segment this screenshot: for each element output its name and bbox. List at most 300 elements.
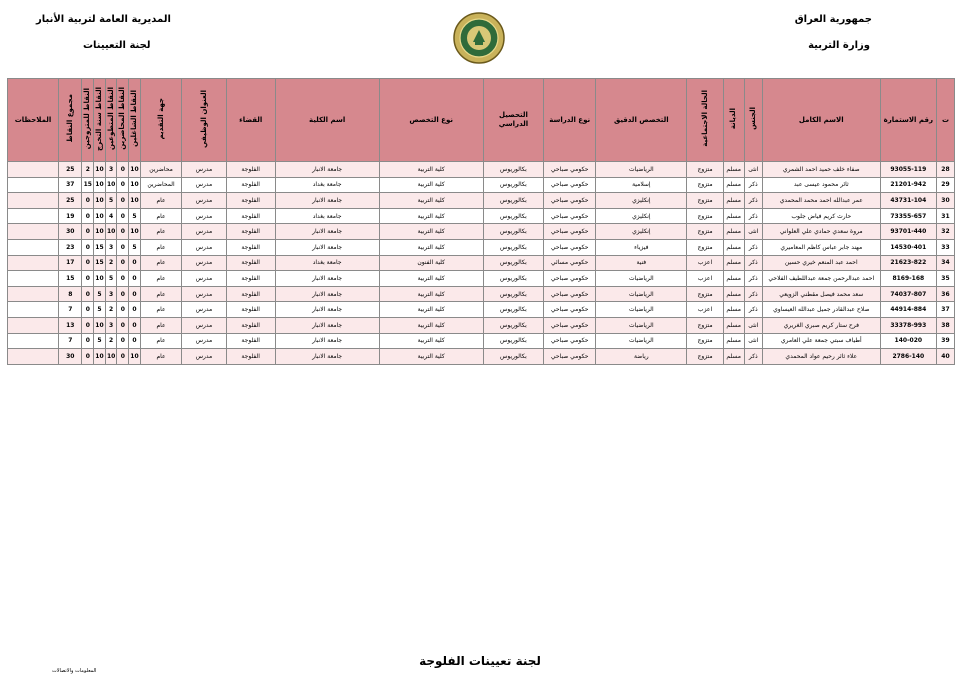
cell-form: 21623-822 (880, 255, 936, 271)
cell-gender: ذكر (744, 271, 762, 287)
cell-form: 73355-657 (880, 208, 936, 224)
ministry-seal-icon (453, 12, 505, 64)
cell-applied: عام (140, 286, 181, 302)
cell-p3: 2 (105, 255, 117, 271)
cell-p2: 0 (117, 208, 129, 224)
cell-title: مدرس (182, 224, 227, 240)
col-header-label: النقاط سنة التخرج (95, 86, 104, 151)
cell-gender: انثى (744, 317, 762, 333)
cell-name: فرح ستار كريم صبري الغريري (762, 317, 880, 333)
cell-p5: 0 (82, 193, 94, 209)
col-header: القضاء (226, 79, 275, 162)
cell-college: جامعة الانبار (275, 224, 379, 240)
cell-type: كلية التربية (379, 333, 483, 349)
cell-degree: بكالوريوس (483, 224, 544, 240)
col-header (82, 79, 94, 162)
cell-gender: ذكر (744, 286, 762, 302)
cell-gender: ذكر (744, 239, 762, 255)
cell-marital: متزوج (687, 239, 723, 255)
header-republic: جمهورية العراق (794, 14, 872, 25)
table-row (8, 208, 955, 224)
cell-n: 36 (936, 286, 954, 302)
cell-religion: مسلم (723, 239, 744, 255)
cell-p1: 0 (129, 271, 141, 287)
col-header: التحصيل الدراسي (483, 79, 544, 162)
cell-p3: 3 (105, 239, 117, 255)
cell-type: كلية التربية (379, 349, 483, 365)
cell-notes (8, 302, 59, 318)
cell-type: كلية التربية (379, 239, 483, 255)
cell-college: جامعة الانبار (275, 302, 379, 318)
cell-notes (8, 286, 59, 302)
cell-district: الفلوجة (226, 286, 275, 302)
cell-total: 8 (59, 286, 82, 302)
cell-p2: 0 (117, 271, 129, 287)
cell-applied: محاضرين (140, 162, 181, 178)
cell-p3: 4 (105, 208, 117, 224)
cell-district: الفلوجة (226, 302, 275, 318)
cell-title: مدرس (182, 255, 227, 271)
cell-notes (8, 208, 59, 224)
cell-p1: 10 (129, 177, 141, 193)
cell-p4: 10 (94, 162, 106, 178)
cell-applied: عام (140, 333, 181, 349)
cell-p4: 10 (94, 349, 106, 365)
cell-p5: 0 (82, 317, 94, 333)
cell-p2: 0 (117, 162, 129, 178)
cell-district: الفلوجة (226, 224, 275, 240)
cell-notes (8, 239, 59, 255)
cell-marital: متزوج (687, 224, 723, 240)
cell-religion: مسلم (723, 349, 744, 365)
col-header (687, 79, 723, 162)
cell-marital: متزوج (687, 349, 723, 365)
cell-title: مدرس (182, 333, 227, 349)
cell-spec: فنية (596, 255, 687, 271)
cell-p1: 0 (129, 286, 141, 302)
cell-applied: عام (140, 208, 181, 224)
cell-marital: اعزب (687, 302, 723, 318)
cell-p2: 0 (117, 349, 129, 365)
cell-p4: 15 (94, 255, 106, 271)
cell-title: مدرس (182, 286, 227, 302)
cell-total: 13 (59, 317, 82, 333)
cell-type: كلية التربية (379, 208, 483, 224)
cell-p5: 0 (82, 333, 94, 349)
cell-spec: إسلامية (596, 177, 687, 193)
cell-spec: إنكليزي (596, 208, 687, 224)
cell-applied: عام (140, 302, 181, 318)
cell-applied: عام (140, 317, 181, 333)
cell-title: مدرس (182, 162, 227, 178)
cell-spec: الرياضيات (596, 317, 687, 333)
cell-spec: الرياضيات (596, 302, 687, 318)
cell-p3: 10 (105, 224, 117, 240)
cell-n: 39 (936, 333, 954, 349)
cell-applied: عام (140, 255, 181, 271)
cell-district: الفلوجة (226, 255, 275, 271)
cell-spec: الرياضيات (596, 271, 687, 287)
col-header (140, 79, 181, 162)
cell-study: حكومي مسائي (544, 255, 596, 271)
cell-spec: الرياضيات (596, 333, 687, 349)
cell-title: مدرس (182, 302, 227, 318)
cell-name: احمد عبد المنعم خيري حسين (762, 255, 880, 271)
cell-type: كلية التربية (379, 317, 483, 333)
cell-college: جامعة بغداد (275, 208, 379, 224)
cell-p4: 10 (94, 224, 106, 240)
cell-religion: مسلم (723, 302, 744, 318)
table-row (8, 224, 955, 240)
cell-gender: ذكر (744, 177, 762, 193)
cell-type: كلية التربية (379, 177, 483, 193)
cell-gender: ذكر (744, 302, 762, 318)
cell-name: عمر عبدالله احمد محمد المحمدي (762, 193, 880, 209)
cell-district: الفلوجة (226, 317, 275, 333)
cell-degree: بكالوريوس (483, 162, 544, 178)
table-row (8, 239, 955, 255)
cell-marital: متزوج (687, 162, 723, 178)
header-ministry: وزارة التربية (808, 40, 870, 51)
cell-spec: إنكليزي (596, 193, 687, 209)
cell-type: كلية التربية (379, 162, 483, 178)
cell-applied: عام (140, 193, 181, 209)
cell-district: الفلوجة (226, 208, 275, 224)
cell-applied: عام (140, 239, 181, 255)
cell-p5: 0 (82, 302, 94, 318)
cell-p1: 10 (129, 349, 141, 365)
cell-degree: بكالوريوس (483, 302, 544, 318)
cell-religion: مسلم (723, 286, 744, 302)
col-header (105, 79, 117, 162)
cell-p3: 10 (105, 177, 117, 193)
cell-study: حكومي صباحي (544, 239, 596, 255)
cell-type: كلية التربية (379, 224, 483, 240)
cell-p3: 5 (105, 271, 117, 287)
cell-n: 40 (936, 349, 954, 365)
cell-college: جامعة الانبار (275, 193, 379, 209)
cell-p4: 5 (94, 286, 106, 302)
cell-p5: 0 (82, 349, 94, 365)
col-header (744, 79, 762, 162)
cell-degree: بكالوريوس (483, 333, 544, 349)
cell-n: 29 (936, 177, 954, 193)
cell-college: جامعة الانبار (275, 333, 379, 349)
cell-college: جامعة الانبار (275, 317, 379, 333)
cell-notes (8, 177, 59, 193)
cell-n: 37 (936, 302, 954, 318)
table-row (8, 286, 955, 302)
cell-study: حكومي صباحي (544, 317, 596, 333)
cell-marital: متزوج (687, 317, 723, 333)
cell-p5: 2 (82, 162, 94, 178)
col-header-label: الجنس (748, 107, 757, 131)
cell-name: علاء ثائر رحيم عواد المحمدي (762, 349, 880, 365)
cell-degree: بكالوريوس (483, 177, 544, 193)
cell-study: حكومي صباحي (544, 193, 596, 209)
cell-religion: مسلم (723, 162, 744, 178)
cell-total: 25 (59, 162, 82, 178)
col-header (129, 79, 141, 162)
cell-p3: 3 (105, 286, 117, 302)
col-header-label: مجموع النقاط (65, 94, 74, 143)
cell-p2: 0 (117, 177, 129, 193)
cell-study: حكومي صباحي (544, 349, 596, 365)
cell-name: مروة سعدي حمادي علي العلواني (762, 224, 880, 240)
cell-college: جامعة الانبار (275, 162, 379, 178)
cell-religion: مسلم (723, 333, 744, 349)
cell-p1: 0 (129, 255, 141, 271)
cell-p5: 0 (82, 255, 94, 271)
cell-marital: اعزب (687, 271, 723, 287)
cell-college: جامعة الانبار (275, 349, 379, 365)
cell-gender: انثى (744, 224, 762, 240)
cell-name: احمد عبدالرحمن جمعة عبداللطيف الفلاحي (762, 271, 880, 287)
cell-marital: متزوج (687, 193, 723, 209)
cell-n: 32 (936, 224, 954, 240)
cell-p1: 0 (129, 302, 141, 318)
cell-spec: فيزياء (596, 239, 687, 255)
cell-total: 23 (59, 239, 82, 255)
cell-n: 35 (936, 271, 954, 287)
cell-form: 74037-807 (880, 286, 936, 302)
cell-p4: 10 (94, 317, 106, 333)
cell-district: الفلوجة (226, 271, 275, 287)
cell-type: كلية التربية (379, 302, 483, 318)
col-header-label: النقاط المحاضرين (118, 87, 127, 150)
cell-degree: بكالوريوس (483, 239, 544, 255)
cell-name: صفاء خلف حميد احمد الشمري (762, 162, 880, 178)
cell-gender: ذكر (744, 193, 762, 209)
cell-form: 21201-942 (880, 177, 936, 193)
table-row (8, 193, 955, 209)
cell-college: جامعة الانبار (275, 286, 379, 302)
cell-n: 38 (936, 317, 954, 333)
table-row (8, 271, 955, 287)
cell-form: 8169-168 (880, 271, 936, 287)
cell-study: حكومي صباحي (544, 224, 596, 240)
cell-marital: اعزب (687, 255, 723, 271)
cell-religion: مسلم (723, 271, 744, 287)
cell-name: صلاح عبدالقادر جميل عبدالله العيساوي (762, 302, 880, 318)
cell-n: 28 (936, 162, 954, 178)
cell-p2: 0 (117, 239, 129, 255)
cell-notes (8, 317, 59, 333)
cell-religion: مسلم (723, 317, 744, 333)
cell-spec: إنكليزي (596, 224, 687, 240)
cell-spec: رياضة (596, 349, 687, 365)
cell-form: 33378-993 (880, 317, 936, 333)
cell-degree: بكالوريوس (483, 317, 544, 333)
cell-p1: 0 (129, 333, 141, 349)
table-row (8, 333, 955, 349)
cell-p5: 0 (82, 224, 94, 240)
cell-marital: متزوج (687, 333, 723, 349)
cell-degree: بكالوريوس (483, 255, 544, 271)
table-row (8, 317, 955, 333)
cell-p1: 10 (129, 224, 141, 240)
cell-name: حارث كريم فياض جلوب (762, 208, 880, 224)
cell-p5: 0 (82, 239, 94, 255)
cell-marital: متزوج (687, 286, 723, 302)
table-row (8, 349, 955, 365)
cell-form: 14530-401 (880, 239, 936, 255)
cell-religion: مسلم (723, 255, 744, 271)
cell-p1: 5 (129, 208, 141, 224)
cell-title: مدرس (182, 177, 227, 193)
col-header: اسم الكلية (275, 79, 379, 162)
table-row (8, 162, 955, 178)
cell-college: جامعة الانبار (275, 271, 379, 287)
cell-district: الفلوجة (226, 162, 275, 178)
cell-marital: متزوج (687, 177, 723, 193)
col-header: ت (936, 79, 954, 162)
cell-religion: مسلم (723, 193, 744, 209)
cell-total: 17 (59, 255, 82, 271)
table-header-row (8, 79, 955, 162)
cell-degree: بكالوريوس (483, 208, 544, 224)
cell-n: 33 (936, 239, 954, 255)
col-header (59, 79, 82, 162)
table-row (8, 177, 955, 193)
cell-applied: عام (140, 271, 181, 287)
cell-name: سعد محمد فيصل مقطني الزويعي (762, 286, 880, 302)
cell-p3: 2 (105, 333, 117, 349)
cell-p5: 0 (82, 271, 94, 287)
cell-total: 15 (59, 271, 82, 287)
cell-total: 30 (59, 349, 82, 365)
cell-college: جامعة بغداد (275, 177, 379, 193)
cell-study: حكومي صباحي (544, 271, 596, 287)
cell-study: حكومي صباحي (544, 333, 596, 349)
cell-district: الفلوجة (226, 177, 275, 193)
cell-degree: بكالوريوس (483, 286, 544, 302)
cell-total: 7 (59, 333, 82, 349)
cell-religion: مسلم (723, 224, 744, 240)
cell-study: حكومي صباحي (544, 302, 596, 318)
cell-religion: مسلم (723, 177, 744, 193)
col-header-label: النقاط الشاغلين (130, 90, 139, 148)
cell-notes (8, 193, 59, 209)
cell-form: 43731-104 (880, 193, 936, 209)
cell-type: كلية التربية (379, 271, 483, 287)
cell-study: حكومي صباحي (544, 286, 596, 302)
cell-study: حكومي صباحي (544, 177, 596, 193)
cell-title: مدرس (182, 349, 227, 365)
cell-n: 31 (936, 208, 954, 224)
cell-p3: 3 (105, 162, 117, 178)
col-header: نوع التخصص (379, 79, 483, 162)
cell-notes (8, 224, 59, 240)
cell-p2: 0 (117, 193, 129, 209)
col-header: نوع الدراسة (544, 79, 596, 162)
cell-district: الفلوجة (226, 333, 275, 349)
cell-notes (8, 349, 59, 365)
cell-college: جامعة بغداد (275, 255, 379, 271)
cell-n: 34 (936, 255, 954, 271)
cell-form: 140-020 (880, 333, 936, 349)
cell-spec: الرياضيات (596, 286, 687, 302)
footer-committee-title: لجنة تعيينات الفلوجة (419, 654, 541, 668)
cell-type: كلية الفنون (379, 255, 483, 271)
cell-religion: مسلم (723, 208, 744, 224)
cell-p3: 10 (105, 349, 117, 365)
cell-p4: 5 (94, 302, 106, 318)
cell-marital: متزوج (687, 208, 723, 224)
col-header: رقم الاستمارة (880, 79, 936, 162)
col-header: التخصص الدقيق (596, 79, 687, 162)
col-header-label: النقاط المتطوعين (106, 87, 115, 151)
cell-p1: 0 (129, 317, 141, 333)
header-committee: لجنة التعيينات (83, 40, 151, 51)
cell-form: 2786-140 (880, 349, 936, 365)
cell-gender: انثى (744, 162, 762, 178)
cell-name: ثائر محمود عيسى عبد (762, 177, 880, 193)
cell-p5: 15 (82, 177, 94, 193)
cell-form: 44914-884 (880, 302, 936, 318)
cell-type: كلية التربية (379, 193, 483, 209)
cell-total: 19 (59, 208, 82, 224)
cell-applied: عام (140, 349, 181, 365)
cell-title: مدرس (182, 208, 227, 224)
cell-p2: 0 (117, 286, 129, 302)
cell-district: الفلوجة (226, 239, 275, 255)
cell-notes (8, 333, 59, 349)
cell-p1: 10 (129, 162, 141, 178)
col-header (723, 79, 744, 162)
cell-total: 7 (59, 302, 82, 318)
cell-form: 93701-440 (880, 224, 936, 240)
col-header-label: الحالة الاجتماعية (700, 90, 709, 147)
cell-district: الفلوجة (226, 349, 275, 365)
cell-district: الفلوجة (226, 193, 275, 209)
cell-total: 30 (59, 224, 82, 240)
cell-p5: 0 (82, 286, 94, 302)
col-header (94, 79, 106, 162)
cell-notes (8, 271, 59, 287)
cell-applied: المحاضرين (140, 177, 181, 193)
cell-gender: ذكر (744, 349, 762, 365)
cell-p1: 5 (129, 239, 141, 255)
cell-p4: 10 (94, 193, 106, 209)
cell-title: مدرس (182, 193, 227, 209)
cell-total: 37 (59, 177, 82, 193)
cell-applied: عام (140, 224, 181, 240)
cell-p1: 10 (129, 193, 141, 209)
col-header: الاسم الكامل (762, 79, 880, 162)
cell-p4: 5 (94, 333, 106, 349)
cell-name: أطياف سبتي جمعة علي العامري (762, 333, 880, 349)
cell-p2: 0 (117, 255, 129, 271)
cell-p2: 0 (117, 333, 129, 349)
cell-p4: 10 (94, 271, 106, 287)
col-header: الملاحظات (8, 79, 59, 162)
cell-p2: 0 (117, 224, 129, 240)
cell-title: مدرس (182, 239, 227, 255)
cell-study: حكومي صباحي (544, 162, 596, 178)
cell-degree: بكالوريوس (483, 349, 544, 365)
cell-p3: 3 (105, 317, 117, 333)
cell-total: 25 (59, 193, 82, 209)
cell-p4: 10 (94, 208, 106, 224)
header-directorate: المديرية العامة لتربية الأنبار (36, 14, 171, 25)
cell-spec: الرياضيات (596, 162, 687, 178)
cell-degree: بكالوريوس (483, 193, 544, 209)
cell-n: 30 (936, 193, 954, 209)
footer-small-note: المعلومات والاتصالات (52, 668, 97, 674)
col-header (117, 79, 129, 162)
cell-p2: 0 (117, 317, 129, 333)
